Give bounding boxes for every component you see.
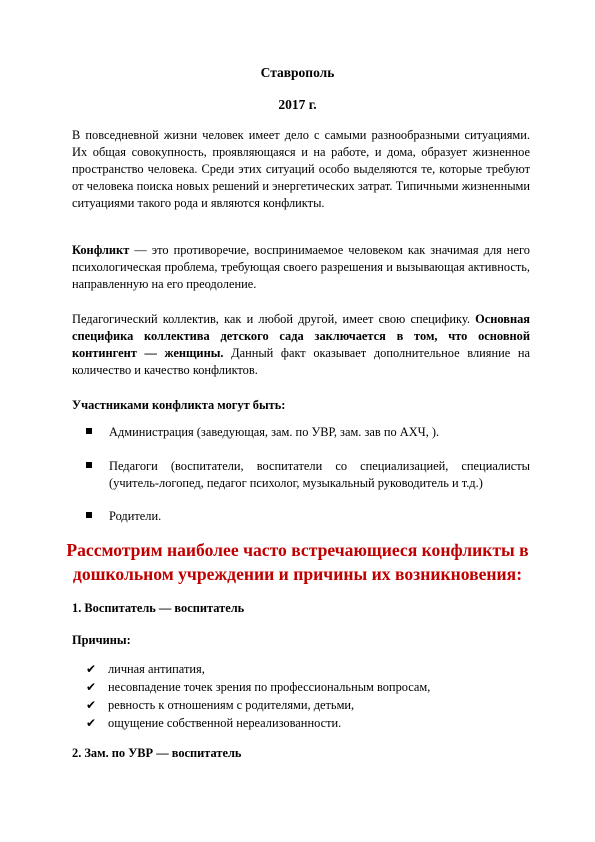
cause-text: личная антипатия, — [108, 662, 205, 676]
definition-term: Конфликт — [72, 243, 130, 257]
list-item — [86, 678, 530, 696]
checkmark-icon: ✔ — [86, 716, 97, 730]
square-bullet-icon — [86, 512, 92, 518]
cause-text: ощущение собственной нереализованности. — [108, 716, 342, 730]
document-city: Ставрополь — [260, 65, 335, 80]
participant-text: Родители. — [109, 509, 162, 523]
subsection-title-2: 2. Зам. по УВР — воспитатель — [72, 746, 242, 760]
list-item — [86, 424, 530, 441]
list-item — [86, 458, 530, 492]
subsection-title-1: 1. Воспитатель — воспитатель — [72, 601, 245, 615]
team-text-rest: Данный факт оказывает дополнительное влияние на количество и качество конфликтов. — [72, 346, 530, 377]
participants-list — [86, 508, 530, 525]
participants-list — [86, 458, 530, 492]
list-item — [86, 714, 530, 732]
participant-text: Педагоги (воспитатели, воспитатели со специализацией, специалисты (учитель-логопед, педагог психолог, музыкальный руководитель и т.д.) — [109, 459, 530, 490]
square-bullet-icon — [86, 462, 92, 468]
participant-text: Администрация (заведующая, зам. по УВР, зам. зав по АХЧ, ). — [109, 425, 440, 439]
cause-text: несовпадение точек зрения по профессиональным вопросам, — [108, 680, 431, 694]
list-item — [86, 696, 530, 714]
checkmark-icon: ✔ — [86, 680, 97, 694]
list-item — [86, 508, 530, 525]
participants-title: Участниками конфликта могут быть: — [72, 398, 286, 412]
team-text-plain: Педагогический коллектив, как и любой другой, имеет свою специфику. — [72, 312, 476, 326]
causes-label: Причины: — [72, 633, 131, 647]
section-heading: Рассмотрим наиболее часто встречающиеся конфликты в дошкольном учреждении и причины их возникновения: — [66, 540, 529, 584]
document-year: 2017 г. — [278, 97, 317, 112]
checkmark-icon: ✔ — [86, 662, 97, 676]
definition-text: — это противоречие, воспринимаемое человеком как значимая для него психологическая проблема, требующая своего разрешения и вызывающая активность, направленную на его преодоление. — [72, 243, 530, 291]
team-paragraph — [72, 311, 530, 379]
checkmark-icon: ✔ — [86, 698, 97, 712]
participants-list — [86, 424, 530, 441]
team-text-bold: Основная специфика коллектива детского сада заключается в том, что основной контингент — женщины. — [72, 312, 530, 360]
causes-list — [86, 660, 530, 732]
list-item — [86, 660, 530, 678]
intro-paragraph: В повседневной жизни человек имеет дело с самыми разнообразными ситуациями. Их общая совокупность, проявляющаяся и на работе, и дома, образует жизненное пространство человека. Среди этих ситуаций особо выделяются те, которые требуют от человека поиска новых решений и энергетических затрат. Типичными жизненными ситуациями такого рода и являются конфликты. — [72, 128, 530, 210]
definition-paragraph — [72, 242, 530, 293]
cause-text: ревность к отношениям с родителями, детьми, — [108, 698, 355, 712]
square-bullet-icon — [86, 428, 92, 434]
